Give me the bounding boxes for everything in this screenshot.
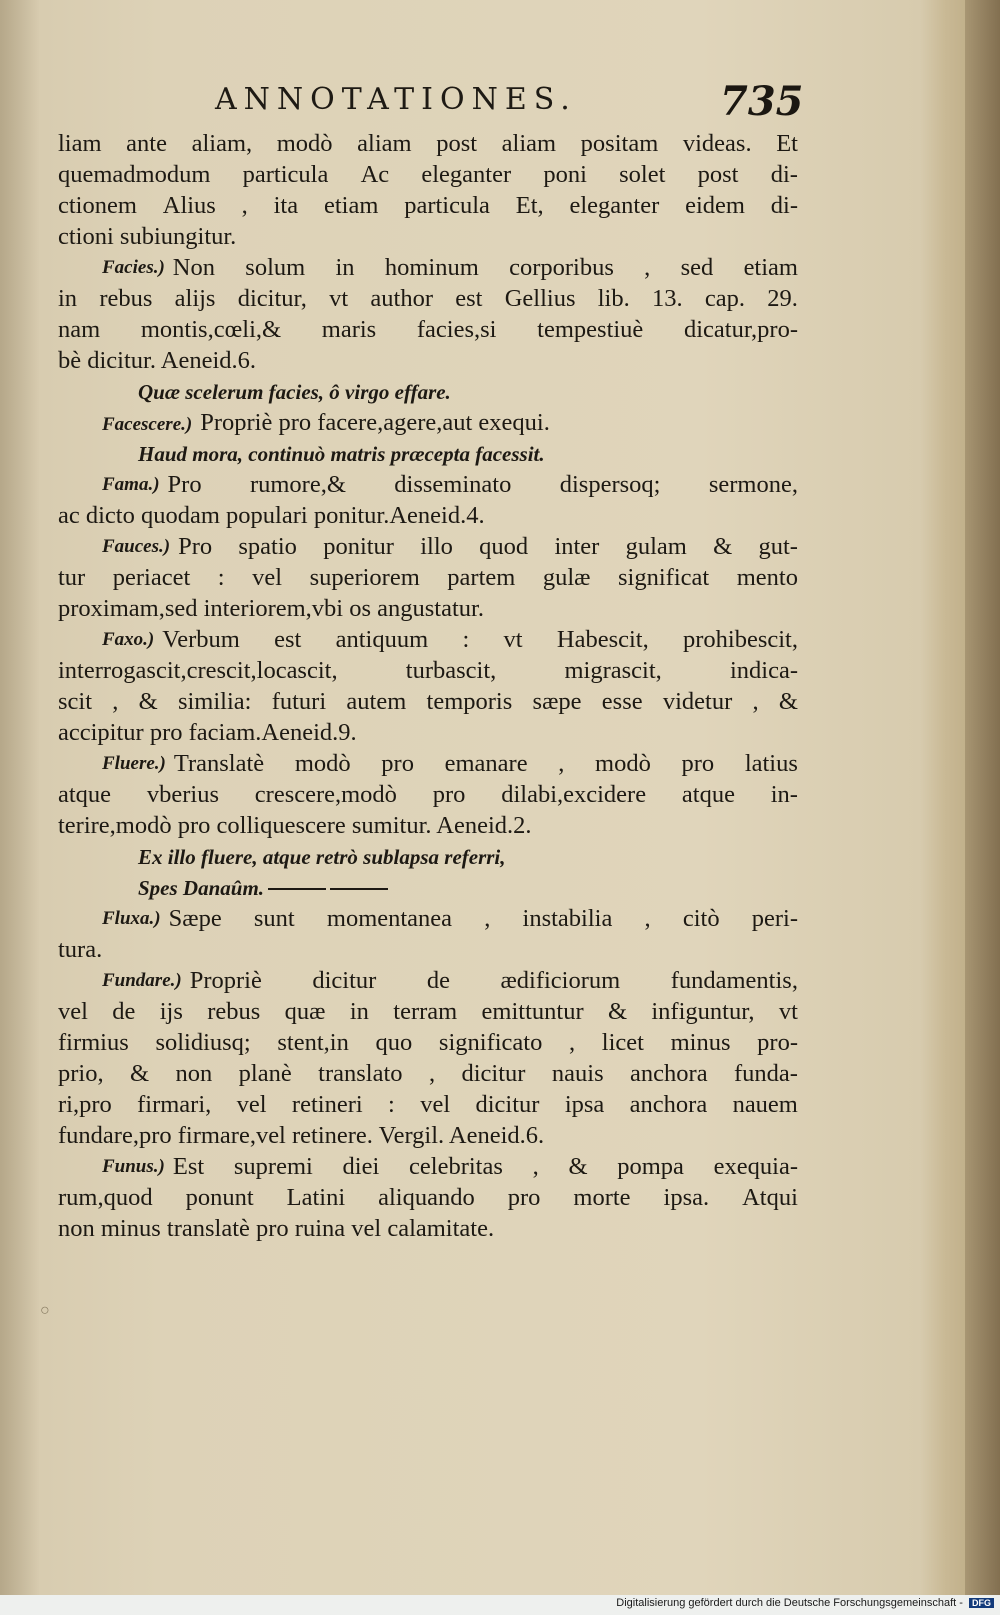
lemma-headword: Faxo.): [102, 629, 155, 650]
word: Et: [776, 130, 798, 157]
word: gulam: [625, 533, 687, 560]
word: &: [713, 533, 733, 560]
ink-mark: ○: [40, 1302, 50, 1319]
word: nauem: [732, 1091, 798, 1118]
word: dicatur,pro-: [684, 316, 798, 343]
word: turbascit,: [405, 657, 497, 684]
word: in: [335, 254, 355, 281]
text-line: [58, 1120, 798, 1151]
word: aliam,: [191, 130, 253, 157]
word: ,: [112, 688, 119, 715]
text-line: [58, 159, 798, 190]
word: &: [130, 1060, 150, 1087]
text-line: [58, 500, 798, 531]
word: ,: [752, 688, 759, 715]
lemma-headword: Fauces.): [102, 536, 171, 557]
footer-text: Digitalisierung gefördert durch die Deutsche Forschungsgemeinschaft -: [616, 1597, 963, 1609]
word: ,: [644, 254, 651, 281]
word: Translatè: [173, 750, 265, 777]
word: supremi: [233, 1153, 313, 1180]
entry-first-line: [58, 965, 798, 996]
text-line: [58, 562, 798, 593]
word: nam: [58, 316, 101, 343]
word: :: [388, 1091, 395, 1118]
word: videtur: [662, 688, 733, 715]
word: aliquando: [378, 1184, 475, 1211]
word: vt: [778, 998, 798, 1025]
word: in: [58, 285, 78, 312]
word: ante: [126, 130, 167, 157]
line-text: fundare,pro firmare,vel retinere. Vergil. Aeneid.6.: [58, 1122, 545, 1149]
word: ctionem: [58, 192, 137, 219]
line-text: ac dicto quodam populari ponitur.Aeneid.4.: [58, 502, 485, 529]
word: significat: [618, 564, 710, 591]
word: de: [112, 998, 136, 1025]
entry-first-line: [58, 407, 798, 438]
word: futuri: [271, 688, 327, 715]
word: pro: [381, 750, 414, 777]
word: significato: [438, 1029, 543, 1056]
lemma-headword: Facies.): [102, 257, 165, 278]
lemma-headword: Fundare.): [102, 970, 182, 991]
word: ,: [532, 1153, 539, 1180]
word: tempestiuè: [537, 316, 644, 343]
verse-quote-line: [58, 438, 798, 469]
entry-first-line: [58, 903, 798, 934]
word: :: [462, 626, 470, 653]
word: instabilia: [522, 905, 613, 932]
text-line: [58, 283, 798, 314]
word: facies,si: [416, 316, 497, 343]
word: di-: [770, 192, 798, 219]
word: ponunt: [185, 1184, 254, 1211]
word: pompa: [617, 1153, 684, 1180]
line-text: [58, 1182, 798, 1213]
word: Et,: [515, 192, 544, 219]
entry-text: [173, 1151, 798, 1182]
word: quemadmodum: [58, 161, 211, 188]
line-text: proximam,sed interiorem,vbi os angustatur.: [58, 595, 484, 622]
line-text: [58, 159, 798, 190]
word: anchora: [630, 1060, 708, 1087]
word: ipsa: [564, 1091, 605, 1118]
text-line: [58, 1213, 798, 1244]
line-text: [58, 1089, 798, 1120]
lemma-headword: Fluxa.): [102, 908, 161, 929]
line-text: [58, 283, 798, 314]
word: dicitur,: [237, 285, 307, 312]
line-text: accipitur pro faciam.Aeneid.9.: [58, 719, 357, 746]
word: &: [138, 688, 158, 715]
word: stent,in: [277, 1029, 349, 1056]
text-line: [58, 190, 798, 221]
word: celebritas: [409, 1153, 503, 1180]
entry-text: [162, 624, 798, 655]
text-line: [58, 934, 798, 965]
word: solet: [619, 161, 666, 188]
word: in-: [770, 781, 798, 808]
word: non: [175, 1060, 213, 1087]
word: momentanea: [326, 905, 453, 932]
word: sæpe: [532, 688, 582, 715]
word: interrogascit,crescit,locascit,: [58, 657, 338, 684]
word: corporibus: [509, 254, 614, 281]
word: rum,quod: [58, 1184, 153, 1211]
dash-leader: [330, 888, 388, 890]
text-line: [58, 655, 798, 686]
word: positam: [580, 130, 659, 157]
word: de: [426, 967, 450, 994]
word: ,: [569, 1029, 576, 1056]
word: ri,pro: [58, 1091, 112, 1118]
word: pro: [432, 781, 466, 808]
word: Habescit,: [556, 626, 649, 653]
word: Pro: [178, 533, 213, 560]
word: modò: [294, 750, 351, 777]
word: vel: [236, 1091, 267, 1118]
entry-first-line: [58, 469, 798, 500]
word: citò: [682, 905, 720, 932]
word: pro: [507, 1184, 541, 1211]
word: modò: [595, 750, 651, 777]
entry-text: [168, 469, 798, 500]
word: planè: [238, 1060, 292, 1087]
text-line: [58, 717, 798, 748]
word: atque: [58, 781, 112, 808]
word: Verbum: [162, 626, 240, 653]
line-text: terire,modò pro colliquescere sumitur. Aeneid.2.: [58, 812, 532, 839]
footer-credit: [616, 1597, 994, 1609]
word: lib.: [597, 285, 630, 312]
word: est: [455, 285, 483, 312]
word: vel: [420, 1091, 451, 1118]
text-line: [58, 1182, 798, 1213]
word: Sæpe: [168, 905, 222, 932]
text-line: [58, 314, 798, 345]
text-line: [58, 810, 798, 841]
word: 29.: [767, 285, 798, 312]
word: montis,cœli,&: [140, 316, 282, 343]
word: superiorem: [309, 564, 420, 591]
word: hominum: [384, 254, 479, 281]
word: poni: [543, 161, 587, 188]
word: atque: [681, 781, 735, 808]
line-text: bè dicitur. Aeneid.6.: [58, 347, 256, 374]
word: quæ: [284, 998, 326, 1025]
word: ,: [428, 1060, 436, 1087]
text-line: [58, 779, 798, 810]
word: Latini: [286, 1184, 346, 1211]
word: spatio: [238, 533, 297, 560]
entry-text: [178, 531, 798, 562]
entry-text: [174, 748, 798, 779]
word: liam: [58, 130, 102, 157]
word: etiam: [743, 254, 798, 281]
word: Ac: [360, 161, 390, 188]
lemma-headword: Facescere.): [102, 414, 193, 435]
verse-text: Ex illo fluere, atque retrò sublapsa referri,: [138, 845, 506, 869]
word: latius: [744, 750, 798, 777]
word: ,: [644, 905, 651, 932]
line-text: [58, 655, 798, 686]
entry-first-line: [58, 624, 798, 655]
word: morte: [573, 1184, 631, 1211]
word: indica-: [729, 657, 798, 684]
word: rebus: [207, 998, 261, 1025]
entry-text: Propriè pro facere,agere,aut exequi.: [200, 409, 550, 436]
word: dicitur: [312, 967, 377, 994]
text-line: [58, 593, 798, 624]
word: nauis: [551, 1060, 604, 1087]
line-text: [58, 779, 798, 810]
word: particula: [242, 161, 329, 188]
word: translato: [318, 1060, 403, 1087]
word: particula: [404, 192, 490, 219]
word: vt: [503, 626, 523, 653]
word: emanare: [444, 750, 528, 777]
word: rebus: [99, 285, 153, 312]
word: gut-: [758, 533, 798, 560]
word: Alius: [162, 192, 216, 219]
entry-first-line: [58, 531, 798, 562]
word: 13.: [652, 285, 683, 312]
word: anchora: [629, 1091, 708, 1118]
page-number: 735: [720, 78, 804, 125]
word: antiquum: [335, 626, 429, 653]
word: firmius: [58, 1029, 129, 1056]
word: ponitur: [323, 533, 394, 560]
word: diei: [342, 1153, 380, 1180]
word: exequia-: [713, 1153, 798, 1180]
word: ,: [484, 905, 491, 932]
word: aliam: [501, 130, 557, 157]
word: vel: [58, 998, 88, 1025]
word: Non: [172, 254, 215, 281]
word: funda-: [734, 1060, 798, 1087]
word: tur: [58, 564, 86, 591]
text-line: [58, 1089, 798, 1120]
word: post: [697, 161, 739, 188]
word: firmari,: [137, 1091, 212, 1118]
entry-text: [169, 903, 798, 934]
word: Atqui: [742, 1184, 798, 1211]
word: vt: [329, 285, 349, 312]
word: solum: [245, 254, 306, 281]
word: :: [217, 564, 225, 591]
word: vel: [252, 564, 283, 591]
word: quo: [375, 1029, 413, 1056]
word: &: [568, 1153, 588, 1180]
text-line: [58, 1058, 798, 1089]
word: vberius: [146, 781, 219, 808]
line-text: ctioni subiungitur.: [58, 223, 237, 250]
word: Pro: [167, 471, 202, 498]
verse-quote-line: [58, 376, 798, 407]
word: inter: [554, 533, 600, 560]
text-line: [58, 221, 798, 252]
entry-first-line: [58, 252, 798, 283]
word: author: [370, 285, 433, 312]
entry-text: [173, 252, 798, 283]
text-line: [58, 996, 798, 1027]
word: crescere,modò: [254, 781, 397, 808]
word: modò: [276, 130, 333, 157]
word: prio,: [58, 1060, 104, 1087]
word: &: [607, 998, 628, 1025]
word: licet: [601, 1029, 644, 1056]
dfg-logo: DFG: [969, 1598, 994, 1608]
word: scit: [58, 688, 93, 715]
word: Propriè: [189, 967, 262, 994]
word: videas.: [682, 130, 752, 157]
word: disseminato: [394, 471, 512, 498]
word: pro-: [757, 1029, 798, 1056]
verse-text: Haud mora, continuò matris præcepta facessit.: [138, 442, 545, 466]
word: esse: [601, 688, 643, 715]
line-text: [58, 562, 798, 593]
page-body: [58, 128, 798, 1244]
word: prohibescit,: [683, 626, 798, 653]
line-text: tura.: [58, 936, 103, 963]
word: cap.: [704, 285, 745, 312]
word: temporis: [426, 688, 513, 715]
word: sed: [680, 254, 714, 281]
word: gulæ: [542, 564, 591, 591]
word: illo: [420, 533, 453, 560]
word: mento: [736, 564, 798, 591]
word: ,: [241, 192, 248, 219]
word: dicitur: [461, 1060, 526, 1087]
dash-leader: [268, 888, 326, 890]
word: rumore,&: [249, 471, 346, 498]
word: dicitur: [475, 1091, 540, 1118]
entry-text: [190, 965, 798, 996]
lemma-headword: Fluere.): [102, 753, 166, 774]
running-head: ANNOTATIONES.: [215, 82, 577, 117]
word: partem: [447, 564, 516, 591]
word: in: [349, 998, 369, 1025]
word: migrascit,: [564, 657, 662, 684]
word: ædificiorum: [500, 967, 621, 994]
line-text: non minus translatè pro ruina vel calamitate.: [58, 1215, 495, 1242]
lemma-headword: Funus.): [102, 1156, 165, 1177]
lemma-headword: Fama.): [102, 474, 160, 495]
text-line: [58, 686, 798, 717]
word: alijs: [174, 285, 216, 312]
word: Est: [172, 1153, 205, 1180]
word: ipsa.: [663, 1184, 710, 1211]
word: sermone,: [708, 471, 798, 498]
word: emittuntur: [481, 998, 584, 1025]
verse-quote-line: [58, 841, 798, 872]
verse-quote-line: [58, 872, 798, 903]
word: minus: [670, 1029, 731, 1056]
word: &: [778, 688, 798, 715]
word: eleganter: [569, 192, 660, 219]
word: eleganter: [421, 161, 512, 188]
verse-text: Quæ scelerum facies, ô virgo effare.: [138, 380, 451, 404]
word: fundamentis,: [670, 967, 798, 994]
word: quod: [479, 533, 529, 560]
word: post: [436, 130, 478, 157]
word: periacet: [112, 564, 191, 591]
word: eidem: [685, 192, 745, 219]
word: di-: [770, 161, 798, 188]
entry-first-line: [58, 1151, 798, 1182]
word: solidiusq;: [155, 1029, 251, 1056]
line-text: [58, 996, 798, 1027]
word: peri-: [751, 905, 798, 932]
verse-text: Spes Danaûm.: [138, 876, 265, 900]
word: Gellius: [504, 285, 576, 312]
word: terram: [393, 998, 458, 1025]
word: pro: [681, 750, 715, 777]
word: dispersoq;: [559, 471, 661, 498]
line-text: [58, 686, 798, 717]
word: est: [274, 626, 302, 653]
entry-first-line: [58, 748, 798, 779]
line-text: [58, 128, 798, 159]
text-line: [58, 1027, 798, 1058]
word: infiguntur,: [651, 998, 755, 1025]
word: ,: [558, 750, 565, 777]
word: ijs: [159, 998, 183, 1025]
line-text: [58, 1027, 798, 1058]
text-line: [58, 345, 798, 376]
word: ita: [273, 192, 299, 219]
word: sunt: [253, 905, 295, 932]
word: aliam: [357, 130, 412, 157]
word: autem: [346, 688, 407, 715]
text-line: [58, 128, 798, 159]
word: dilabi,excidere: [501, 781, 647, 808]
word: maris: [321, 316, 377, 343]
word: similia:: [177, 688, 252, 715]
word: retineri: [291, 1091, 363, 1118]
line-text: [58, 314, 798, 345]
line-text: [58, 1058, 798, 1089]
line-text: [58, 190, 798, 221]
word: etiam: [323, 192, 379, 219]
